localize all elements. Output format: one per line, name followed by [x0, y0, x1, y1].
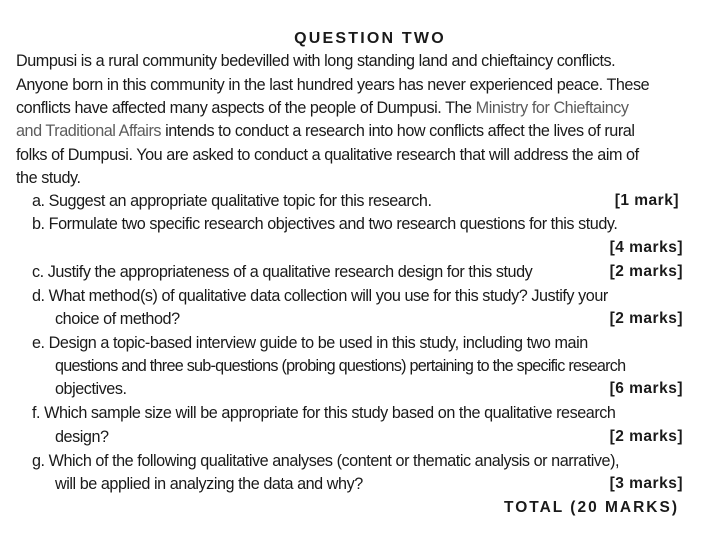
intro-line-1: Dumpusi is a rural community bedevilled with long standing land and chieftaincy conflicts. [16, 52, 616, 70]
question-a-marks: [1 mark] [614, 192, 679, 209]
question-g-line-2: will be applied in analyzing the data and why? [55, 475, 363, 493]
question-g-line-1: g. Which of the following qualitative analyses (content or thematic analysis or narrative), [32, 452, 620, 470]
question-f-line-2: design? [55, 428, 109, 446]
question-d-line-1: d. What method(s) of qualitative data collection will you use for this study? Justify your [32, 287, 608, 305]
question-f-line-1: f. Which sample size will be appropriate for this study based on the qualitative research [32, 404, 616, 422]
intro-line-4b: intends to conduct a research into how conflicts affect the lives of rural [161, 122, 635, 140]
intro-line-5: folks of Dumpusi. You are asked to conduct a qualitative research that will address the aim of [16, 146, 639, 164]
question-c-marks: [2 marks] [609, 263, 683, 280]
ministry-name-part2: and Traditional Affairs [16, 122, 162, 140]
question-a: a. Suggest an appropriate qualitative topic for this research. [32, 192, 432, 210]
question-title: QUESTION TWO [294, 30, 446, 47]
question-g-marks: [3 marks] [609, 475, 683, 492]
question-c: c. Justify the appropriateness of a qualitative research design for this study [32, 263, 533, 281]
intro-line-6: the study. [16, 169, 81, 187]
question-d-line-2: choice of method? [55, 310, 180, 328]
intro-line-3 [16, 97, 629, 119]
question-f-marks: [2 marks] [609, 428, 683, 445]
question-e-line-2: questions and three sub-questions (probing questions) pertaining to the specific research [55, 357, 626, 375]
question-e-line-3: objectives. [55, 380, 127, 398]
question-d-marks: [2 marks] [609, 310, 683, 327]
ministry-name-part1: Ministry for Chieftaincy [475, 99, 629, 117]
intro-line-2: Anyone born in this community in the last hundred years has never experienced peace. These [16, 76, 650, 94]
question-b-marks: [4 marks] [609, 239, 683, 256]
intro-line-3a: conflicts have affected many aspects of the people of Dumpusi. The [16, 99, 476, 117]
question-e-line-1: e. Design a topic-based interview guide to be used in this study, including two main [32, 334, 588, 352]
question-b: b. Formulate two specific research objectives and two research questions for this study. [32, 215, 618, 233]
total-marks: TOTAL (20 MARKS) [504, 499, 679, 516]
intro-line-4 [16, 120, 634, 142]
question-e-marks: [6 marks] [609, 380, 683, 397]
